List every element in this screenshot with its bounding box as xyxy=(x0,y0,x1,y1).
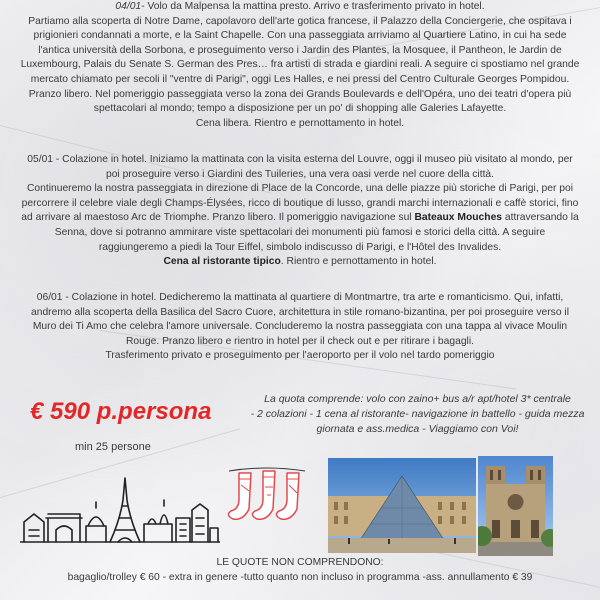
quota-line: giornata e ass.medica - Viaggiamo con Voi! xyxy=(316,423,519,435)
day2-line: raggiungeremo a piedi la Tour Eiffel, simbolo indiscusso di Parigi, e l'Hôtel des Invalides. xyxy=(98,241,502,253)
day2-line: 05/01 - Colazione in hotel. Iniziamo la mattinata con la visita esterna del Louvre, oggi il museo più visitato al mondo, per xyxy=(27,154,573,165)
quota-includes xyxy=(240,392,595,437)
day2-line: percorrere il celebre viale degli Champs-Élysées, ricco di boutique di lusso, grandi marchi internazionali e caffè storici, fino xyxy=(21,197,579,209)
day2-paragraph xyxy=(12,153,588,270)
not-included-text: bagaglio/trolley € 60 - extra in genere -tutto quanto non incluso in programma -ass. annullamento € 39 xyxy=(67,572,533,583)
day2-line: . Rientro e pernottamento in hotel. xyxy=(280,256,437,268)
day1-paragraph xyxy=(12,0,588,131)
day2-line: attraversando la xyxy=(504,212,579,224)
day1-line: mercato chiamato per secoli il "ventre di Parigi", oggi Les Halles, e nei pressi del Centro Culturale Georges Pompidou. xyxy=(30,73,570,85)
day3-paragraph xyxy=(12,291,588,364)
day1-line: prigionieri condannati a morte, e la Saint Chapelle. Con una passeggiata arriviamo al Quartiere Latino, in cui ha sede xyxy=(33,30,567,42)
day2-line: ad arrivare al maestoso Arc de Triomphe. Pranzo libero. Il pomeriggio navigazione sul xyxy=(21,212,412,224)
paris-skyline-illustration xyxy=(20,470,220,550)
not-included-title: LE QUOTE NON COMPRENDONO: xyxy=(216,557,384,568)
min-participants: min 25 persone xyxy=(75,441,151,453)
day2-line: poi proseguire verso i Giardini des Tuileries, una vera oasi verde nel cuore della città. xyxy=(105,168,495,180)
day3-line: 06/01 - Colazione in hotel. Dedicheremo la mattinata al quartiere di Montmartre, tra arte e romanticismo. Qui, infatti, xyxy=(36,292,564,303)
day2-line: Senna, dove si potranno ammirare viste spettacolari dei monumenti più famosi e storici della città. A seguire xyxy=(54,226,546,238)
day1-line: Partiamo alla scoperta di Notre Dame, capolavoro dell'arte gotica francese, il Palazzo della Conciergerie, che ospitava i xyxy=(28,15,572,27)
day1-line: Cena libera. Rientro e pernottamento in hotel. xyxy=(195,117,405,129)
day2-line: Continueremo la nostra passeggiata in direzione di Place de la Concorde, una delle piazze più storiche di Parigi, per poi xyxy=(26,183,574,195)
christmas-stockings-illustration xyxy=(227,465,307,535)
quota-line: La quota comprende: volo con zaino+ bus a/r apt/hotel 3* centrale xyxy=(264,393,571,405)
day1-line: Luxembourg, Palais du Senate S. German des Pres… fra artisti di strada e giardini reali. A seguire ci spostiamo nel grande xyxy=(20,59,580,71)
day3-line: Rouge. Pranzo libero e rientro in hotel per il check out e per ritirare i bagagli. xyxy=(126,335,474,347)
day1-line: spettacolari al mondo; tempo a disposizione per un po' di shopping alle Galeries Lafayette. xyxy=(93,103,507,115)
louvre-pyramid-photo xyxy=(328,458,476,553)
quota-line: - 2 colazioni - 1 cena al ristorante- navigazione in battello - guida mezza xyxy=(250,408,585,420)
day1-line: l'antica università della Sorbona, e proseguimento verso i Jardin des Plantes, la Mosquee, il Pantheon, le Jardin de xyxy=(38,44,562,56)
day1-line: Volo da Malpensa la mattina presto. Arrivo e trasferimento privato in hotel. xyxy=(147,1,485,12)
bateaux-mouches-highlight: Bateaux Mouches xyxy=(414,212,503,224)
day1-date: 04/01- xyxy=(115,1,145,12)
dinner-highlight: Cena al ristorante tipico xyxy=(163,256,281,268)
day3-line: andremo alla scoperta della Basilica del Sacro Cuore, architettura in stile romano-bizantina, per poi proseguire verso il xyxy=(30,306,569,318)
day3-line: Muro dei Ti Amo che celebra l'amore universale. Concluderemo la nostra passeggiata con una tappa al vivace Moulin xyxy=(32,321,568,333)
day3-line: Trasferimento privato e proseguimento per l'aeroporto per il volo nel tardo pomeriggio xyxy=(105,350,495,362)
notre-dame-photo xyxy=(478,456,553,556)
day1-line: Pranzo libero. Nel pomeriggio passeggiata verso la zona dei Grands Boulevards e dell'Opéra, uno dei teatri d'opera più xyxy=(28,88,572,100)
price-label: € 590 p.persona xyxy=(30,398,212,425)
